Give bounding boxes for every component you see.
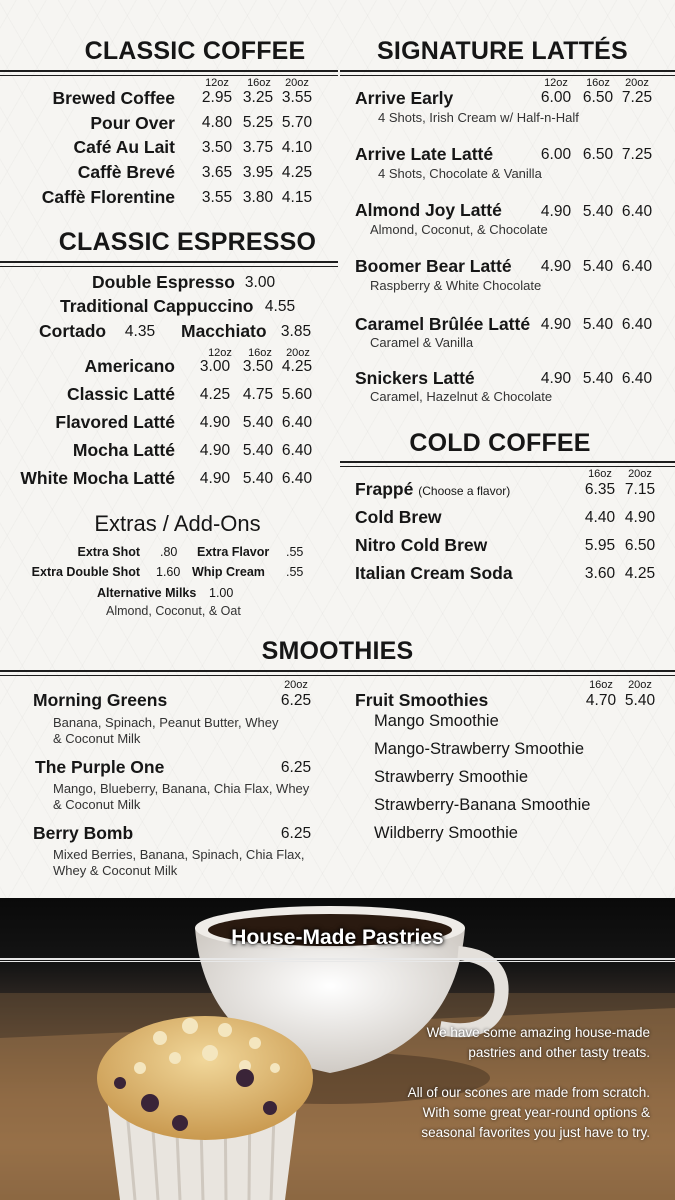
- menu-price: 4.90: [540, 370, 572, 387]
- size-header: 12oz: [205, 77, 229, 89]
- menu-item-description: Whey & Coconut Milk: [53, 863, 178, 878]
- menu-item-name: Berry Bomb: [33, 823, 134, 843]
- divider: [340, 461, 675, 467]
- menu-item-name: Pour Over: [90, 113, 175, 133]
- menu-item-name: Boomer Bear Latté: [355, 256, 512, 276]
- menu-price: 5.40: [582, 258, 614, 275]
- pastries-text: pastries and other tasty treats.: [468, 1045, 650, 1060]
- extra-name: Extra Shot: [77, 545, 140, 559]
- size-header: 16oz: [589, 679, 613, 691]
- menu-item-name: Double Espresso: [92, 272, 235, 292]
- menu-item-description: Almond, Coconut, & Chocolate: [370, 222, 548, 237]
- cold-coffee-title: COLD COFFEE: [409, 429, 591, 457]
- menu-price: 5.25: [242, 114, 274, 131]
- size-header: 16oz: [248, 347, 272, 359]
- menu-item-description: 4 Shots, Irish Cream w/ Half-n-Half: [378, 110, 579, 125]
- menu-item-name: Cortado: [39, 321, 107, 341]
- menu-item-name: Traditional Cappuccino: [60, 296, 254, 316]
- size-header: 20oz: [284, 679, 308, 691]
- menu-item-name: Caffè Florentine: [41, 187, 175, 207]
- menu-price: 4.25: [281, 358, 313, 375]
- menu-item-description: 4 Shots, Chocolate & Vanilla: [378, 166, 542, 181]
- menu-price: 3.55: [281, 89, 313, 106]
- extra-name: Extra Double Shot: [31, 565, 140, 579]
- menu-price: 4.10: [281, 139, 313, 156]
- menu-item-description: Raspberry & White Chocolate: [370, 278, 542, 293]
- menu-item-name: Americano: [84, 356, 175, 376]
- menu-price: 7.15: [624, 481, 656, 498]
- menu-price: 4.90: [199, 442, 231, 459]
- classic-espresso-title: CLASSIC ESPRESSO: [58, 228, 317, 256]
- menu-price: 6.00: [540, 89, 572, 106]
- frappe-note: (Choose a flavor): [418, 484, 511, 498]
- menu-price: 4.55: [264, 298, 296, 315]
- menu-price: 6.25: [280, 692, 312, 709]
- divider: [0, 261, 338, 267]
- menu-item-name: Morning Greens: [33, 690, 168, 710]
- size-header: 12oz: [544, 77, 568, 89]
- smoothie-flavor: Wildberry Smoothie: [374, 824, 518, 842]
- size-header: 20oz: [285, 77, 309, 89]
- menu-price: 4.35: [124, 323, 156, 340]
- menu-price: 6.40: [281, 442, 313, 459]
- extra-name: Whip Cream: [192, 565, 265, 579]
- menu-price: 6.40: [621, 370, 653, 387]
- menu-item-name: Arrive Early: [355, 88, 454, 108]
- menu-price: 5.95: [584, 537, 616, 554]
- menu-item-description: Caramel, Hazelnut & Chocolate: [370, 389, 553, 404]
- menu-item-description: & Coconut Milk: [53, 731, 141, 746]
- menu-item-name: Classic Latté: [67, 384, 175, 404]
- signature-lattes-title: SIGNATURE LATTÉS: [377, 37, 628, 65]
- menu-price: 3.50: [201, 139, 233, 156]
- size-header: 12oz: [208, 347, 232, 359]
- menu-price: 3.25: [242, 89, 274, 106]
- smoothie-flavor: Mango Smoothie: [374, 712, 499, 730]
- pastries-text: With some great year-round options &: [422, 1105, 650, 1120]
- menu-price: 4.90: [540, 203, 572, 220]
- menu-price: 3.80: [242, 189, 274, 206]
- smoothies-title: SMOOTHIES: [261, 637, 414, 665]
- menu-price: 3.00: [244, 274, 276, 291]
- smoothie-flavor: Mango-Strawberry Smoothie: [374, 740, 585, 758]
- menu-price: 5.40: [242, 442, 274, 459]
- extra-name: Alternative Milks: [97, 586, 197, 600]
- menu-price: 4.70: [585, 692, 617, 709]
- menu-item-name: Brewed Coffee: [52, 88, 175, 108]
- extra-price: .80: [160, 545, 178, 559]
- pastries-title: House-Made Pastries: [231, 926, 444, 949]
- menu-price: 4.90: [624, 509, 656, 526]
- menu-price: 4.40: [584, 509, 616, 526]
- menu-item-name: Arrive Late Latté: [355, 144, 494, 164]
- classic-coffee-title: CLASSIC COFFEE: [84, 37, 306, 65]
- menu-item-name: Italian Cream Soda: [355, 563, 513, 583]
- menu-item-name: Fruit Smoothies: [355, 690, 489, 710]
- menu-price: 4.90: [199, 414, 231, 431]
- menu-item-name: Cold Brew: [355, 507, 442, 527]
- menu-price: 3.95: [242, 164, 274, 181]
- pastries-text: seasonal favorites you just have to try.: [421, 1125, 650, 1140]
- menu-price: 5.40: [582, 203, 614, 220]
- menu-price: 6.50: [582, 89, 614, 106]
- menu-price: 3.65: [201, 164, 233, 181]
- pastries-text: We have some amazing house-made: [426, 1025, 650, 1040]
- menu-price: 5.60: [281, 386, 313, 403]
- menu-price: 5.40: [242, 414, 274, 431]
- menu-price: 6.00: [540, 146, 572, 163]
- extra-name: Extra Flavor: [197, 545, 270, 559]
- menu-price: 6.50: [582, 146, 614, 163]
- menu-price: 4.25: [281, 164, 313, 181]
- extra-price: 1.00: [209, 586, 234, 600]
- menu-price: 4.80: [201, 114, 233, 131]
- menu-price: 3.85: [280, 323, 312, 340]
- menu-item-name: Flavored Latté: [55, 412, 175, 432]
- menu-price: 4.90: [540, 258, 572, 275]
- menu-item-name: Nitro Cold Brew: [355, 535, 488, 555]
- size-header: 20oz: [628, 468, 652, 480]
- menu-item-name: Caffè Brevé: [77, 162, 175, 182]
- menu-item-description: Mixed Berries, Banana, Spinach, Chia Flax,: [53, 847, 305, 862]
- size-header: 20oz: [625, 77, 649, 89]
- menu-price: 3.60: [584, 565, 616, 582]
- menu-price: 6.40: [621, 258, 653, 275]
- menu-price: 4.90: [540, 316, 572, 333]
- menu-price: 6.40: [281, 470, 313, 487]
- size-header: 16oz: [588, 468, 612, 480]
- menu-price: 5.70: [281, 114, 313, 131]
- size-header: 20oz: [286, 347, 310, 359]
- menu-price: 7.25: [621, 89, 653, 106]
- menu-price: 5.40: [242, 470, 274, 487]
- menu-item-name: Almond Joy Latté: [355, 200, 502, 220]
- extra-price: 1.60: [156, 565, 181, 579]
- menu-price: 6.40: [281, 414, 313, 431]
- divider: [0, 70, 338, 76]
- menu-price: 4.25: [624, 565, 656, 582]
- menu-price: 6.40: [621, 203, 653, 220]
- menu-price: 4.15: [281, 189, 313, 206]
- menu-price: 2.95: [201, 89, 233, 106]
- menu-item-description: Mango, Blueberry, Banana, Chia Flax, Whey: [53, 781, 310, 796]
- menu-price: 6.35: [584, 481, 616, 498]
- menu-price: 3.75: [242, 139, 274, 156]
- menu-item-name: Macchiato: [181, 321, 267, 341]
- divider: [0, 670, 675, 676]
- menu-item-description: Caramel & Vanilla: [370, 335, 474, 350]
- divider: [340, 70, 675, 76]
- menu-price: 6.50: [624, 537, 656, 554]
- menu-price: 3.55: [201, 189, 233, 206]
- menu-item-name: The Purple One: [35, 757, 165, 777]
- menu-price: 7.25: [621, 146, 653, 163]
- menu-item-name: Caramel Brûlée Latté: [355, 314, 531, 334]
- menu-price: 4.75: [242, 386, 274, 403]
- menu-item-description: Banana, Spinach, Peanut Butter, Whey: [53, 715, 279, 730]
- smoothie-flavor: Strawberry-Banana Smoothie: [374, 796, 591, 814]
- menu-price: 4.90: [199, 470, 231, 487]
- menu-price: 3.50: [242, 358, 274, 375]
- menu-item-name: Mocha Latté: [72, 440, 175, 460]
- milks-note: Almond, Coconut, & Oat: [106, 604, 241, 618]
- menu-price: 6.40: [621, 316, 653, 333]
- menu-price: 5.40: [582, 316, 614, 333]
- extra-price: .55: [286, 545, 304, 559]
- menu-item-name: Snickers Latté: [355, 368, 475, 388]
- menu-item-name: [355, 479, 510, 500]
- menu-item-description: & Coconut Milk: [53, 797, 141, 812]
- divider: [0, 958, 675, 962]
- frappe-name: Frappé: [355, 479, 414, 499]
- menu-price: 5.40: [582, 370, 614, 387]
- pastries-photo: [0, 898, 675, 1200]
- size-header: 16oz: [247, 77, 271, 89]
- menu-price: 4.25: [199, 386, 231, 403]
- extra-price: .55: [286, 565, 304, 579]
- menu-price: 3.00: [199, 358, 231, 375]
- smoothie-flavor: Strawberry Smoothie: [374, 768, 529, 786]
- menu-price: 5.40: [624, 692, 656, 709]
- menu-price: 6.25: [280, 759, 312, 776]
- menu-item-name: White Mocha Latté: [20, 468, 175, 488]
- size-header: 20oz: [628, 679, 652, 691]
- size-header: 16oz: [586, 77, 610, 89]
- extras-title: Extras / Add-Ons: [94, 511, 261, 536]
- menu-price: 6.25: [280, 825, 312, 842]
- pastries-text: All of our scones are made from scratch.: [407, 1085, 650, 1100]
- menu-item-name: Café Au Lait: [73, 137, 175, 157]
